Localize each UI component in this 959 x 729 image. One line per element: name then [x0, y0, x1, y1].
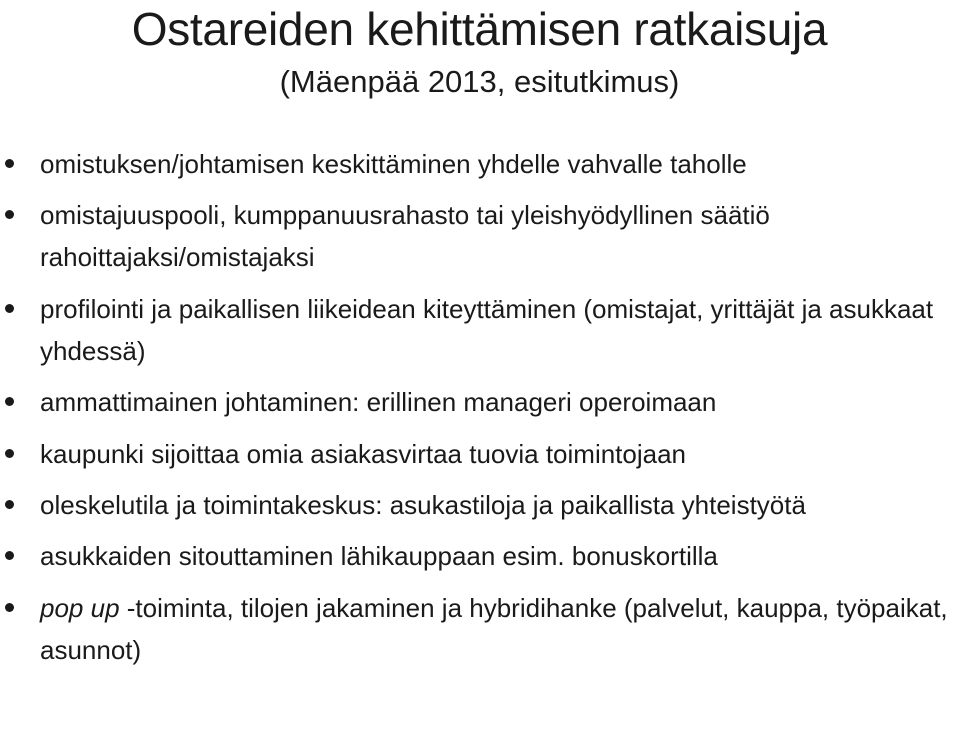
- bullet-text-rest: -toiminta, tilojen jakaminen ja hybridihanke (palvelut, kauppa, työpaikat, asunnot): [40, 592, 948, 665]
- bullet-text: ammattimainen johtaminen: erillinen manageri operoimaan: [40, 387, 717, 418]
- bullet-dot-icon: [5, 397, 14, 406]
- bullet-item: [0, 587, 959, 671]
- bullet-dot-icon: [5, 449, 14, 458]
- bullet-dot-icon: [5, 159, 14, 168]
- bullet-text: asukkaiden sitouttaminen lähikauppaan esim. bonuskortilla: [40, 541, 718, 572]
- bullet-item: [0, 194, 959, 278]
- bullet-dot-icon: [5, 210, 14, 219]
- bullet-text: omistuksen/johtamisen keskittäminen yhdelle vahvalle taholle: [40, 149, 747, 179]
- bullet-item: [0, 143, 959, 185]
- bullet-dot-icon: [5, 551, 14, 560]
- bullet-dot-icon: [5, 500, 14, 509]
- bullet-italic-text: pop up: [40, 592, 120, 623]
- bullet-text: profilointi ja paikallisen liikeidean kiteyttäminen (omistajat, yrittäjät ja asukkaat yhdessä): [40, 293, 934, 366]
- bullet-text: [40, 593, 948, 665]
- bullet-text: oleskelutila ja toimintakeskus: asukastiloja ja paikallista yhteistyötä: [40, 489, 806, 520]
- bullet-item: [0, 381, 959, 423]
- slide-subtitle: (Mäenpää 2013, esitutkimus): [279, 64, 680, 99]
- bullet-item: [0, 288, 959, 372]
- bullet-dot-icon: [5, 304, 14, 313]
- bullet-text: kaupunki sijoittaa omia asiakasvirtaa tuovia toimintojaan: [40, 438, 687, 469]
- bullet-item: [0, 433, 959, 475]
- bullet-text: omistajuuspooli, kumppanuusrahasto tai yleishyödyllinen säätiö rahoittajaksi/omistajaksi: [40, 200, 770, 273]
- bullet-dot-icon: [5, 603, 14, 612]
- bullet-item: [0, 535, 959, 577]
- bullet-item: [0, 484, 959, 526]
- bullet-list: [0, 143, 959, 680]
- slide-title: Ostareiden kehittämisen ratkaisuja: [131, 3, 828, 55]
